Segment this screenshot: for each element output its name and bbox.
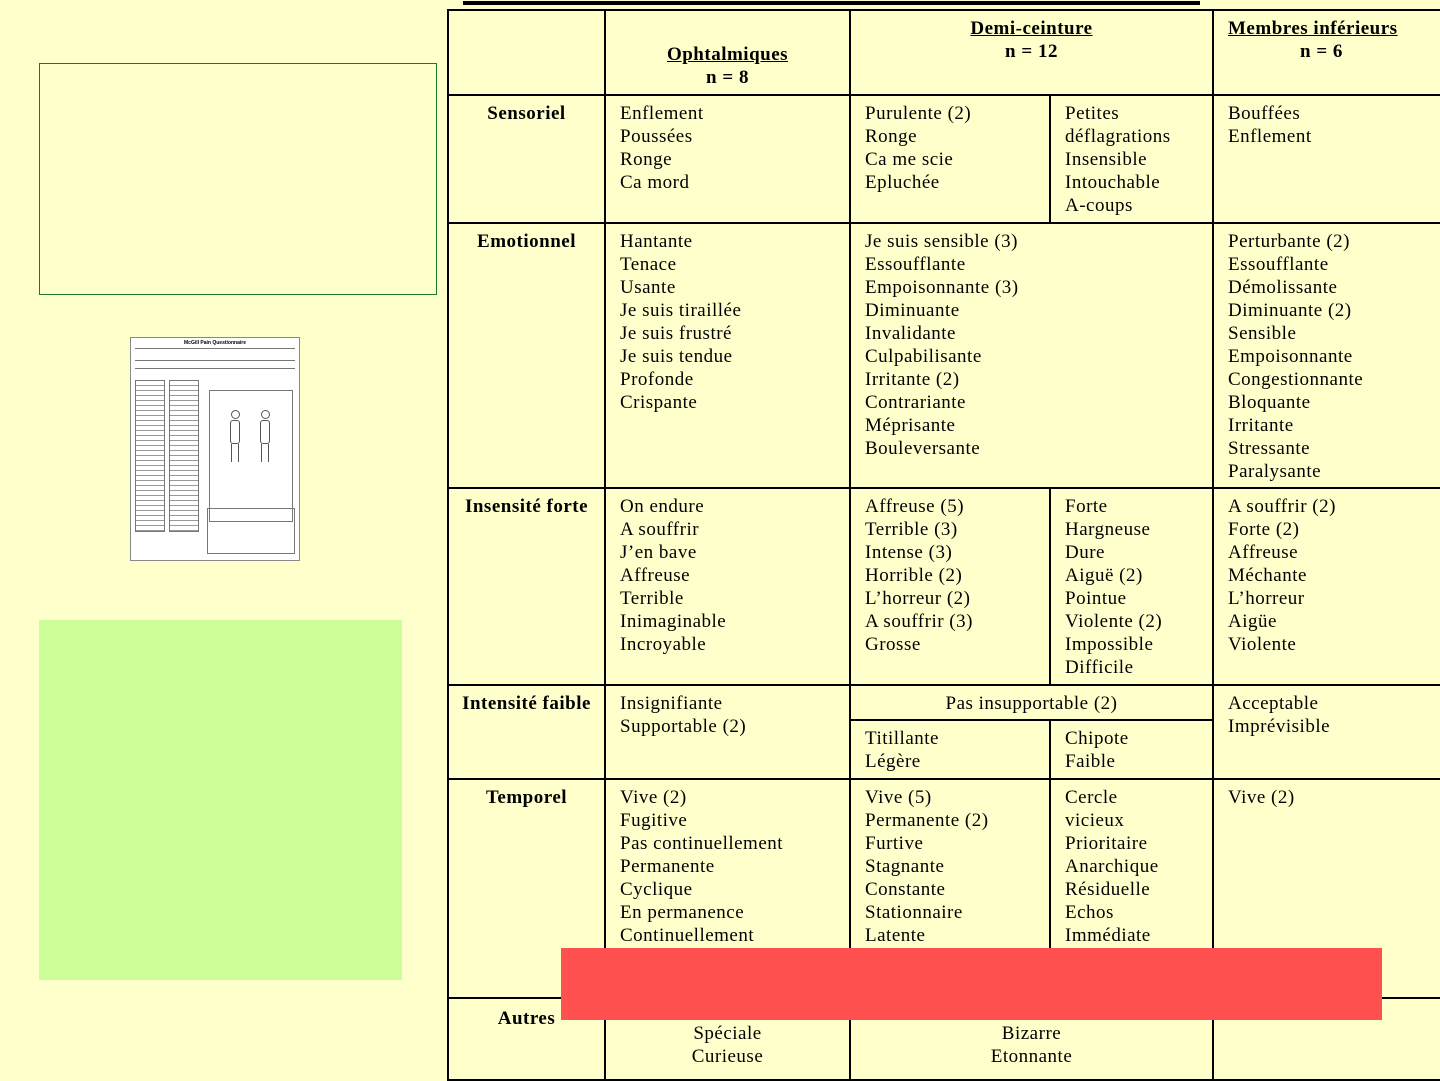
table-cell: Purulente (2) Ronge Ca me scie Epluchée xyxy=(850,95,1050,223)
body-figure-icon xyxy=(229,410,241,462)
green-box xyxy=(39,620,402,980)
header-title: Demi-ceinture xyxy=(970,18,1093,39)
row-label: Insensité forte xyxy=(448,488,605,685)
table-cell: Titillante Légère xyxy=(850,720,1050,779)
table-cell: A souffrir (2) Forte (2) Affreuse Méchante L’horreur Aigüe Violente xyxy=(1213,488,1440,685)
empty-outline-box xyxy=(39,63,437,295)
header-demi-ceinture xyxy=(850,10,1213,95)
header-title: Membres inférieurs xyxy=(1228,18,1398,39)
row-label: Intensité faible xyxy=(448,685,605,779)
table-cell: Affreuse (5) Terrible (3) Intense (3) Horrible (2) L’horreur (2) A souffrir (3) Grosse xyxy=(850,488,1050,685)
table-cell: Vive (2) xyxy=(1213,779,1440,998)
empty-corner-cell xyxy=(448,10,605,95)
table-cell: Cercle vicieux Prioritaire Anarchique Résiduelle Echos Immédiate xyxy=(1050,779,1213,998)
header-count: n = 8 xyxy=(706,67,749,88)
table-cell: Bouffées Enflement xyxy=(1213,95,1440,223)
table-row xyxy=(448,95,1440,223)
thumbnail-rule xyxy=(135,368,295,369)
table-cell: Petites déflagrations Insensible Intouchable A-coups xyxy=(1050,95,1213,223)
thumbnail-body-chart xyxy=(209,390,293,522)
table-cell: Pas insupportable (2) xyxy=(850,685,1213,720)
red-redaction-box xyxy=(561,948,1382,1020)
header-membres xyxy=(1213,10,1440,95)
thumbnail-word-column xyxy=(135,380,165,532)
table-header-row xyxy=(448,10,1440,95)
thumbnail-word-column xyxy=(169,380,199,532)
table-cell: Je suis sensible (3) Essoufflante Empoisonnante (3) Diminuante Invalidante Culpabilisante Irritante (2) Contrariante Méprisante Bouleversante xyxy=(850,223,1213,488)
row-label: Sensoriel xyxy=(448,95,605,223)
table-cell: Perturbante (2) Essoufflante Démolissante Diminuante (2) Sensible Empoisonnante Congestionnante Bloquante Irritante Stressante Paralysante xyxy=(1213,223,1440,488)
row-label-text: Emotionnel xyxy=(477,231,576,252)
thumbnail-rule xyxy=(135,360,295,361)
questionnaire-thumbnail xyxy=(130,337,300,561)
table-row xyxy=(448,223,1440,488)
row-label: Autres xyxy=(448,998,605,1080)
body-figure-icon xyxy=(259,410,271,462)
top-rule xyxy=(463,1,1200,5)
table-cell: On endure A souffrir J’en bave Affreuse Terrible Inimaginable Incroyable xyxy=(605,488,850,685)
table-cell: Spéciale Curieuse xyxy=(605,998,850,1080)
table-cell: Enflement Poussées Ronge Ca mord xyxy=(605,95,850,223)
table-cell: Bizarre Etonnante xyxy=(850,998,1213,1080)
table-cell: Chipote Faible xyxy=(1050,720,1213,779)
header-title: Ophtalmiques xyxy=(666,44,789,65)
row-label xyxy=(448,223,605,488)
pain-descriptors-table xyxy=(447,9,1440,1081)
header-count: n = 6 xyxy=(1300,41,1343,62)
thumbnail-rule xyxy=(135,348,295,349)
table-cell: Acceptable Imprévisible xyxy=(1213,685,1440,779)
table-cell: Hantante Tenace Usante Je suis tiraillée Je suis frustré Je suis tendue Profonde Crispante xyxy=(605,223,850,488)
header-ophtalmiques xyxy=(605,10,850,95)
table-cell: Insignifiante Supportable (2) xyxy=(605,685,850,779)
thumbnail-title: McGill Pain Questionnaire xyxy=(184,340,246,346)
table-cell: Forte Hargneuse Dure Aiguë (2) Pointue Violente (2) Impossible Difficile xyxy=(1050,488,1213,685)
table-row xyxy=(448,488,1440,685)
table-cell: Vive (2) Fugitive Pas continuellement Permanente Cyclique En permanence Continuellement xyxy=(605,779,850,998)
row-label: Temporel xyxy=(448,779,605,998)
thumbnail-comment-box xyxy=(207,508,295,554)
table-cell: Vive (5) Permanente (2) Furtive Stagnante Constante Stationnaire Latente xyxy=(850,779,1050,998)
table-row xyxy=(448,685,1440,720)
header-count: n = 12 xyxy=(1005,41,1058,62)
